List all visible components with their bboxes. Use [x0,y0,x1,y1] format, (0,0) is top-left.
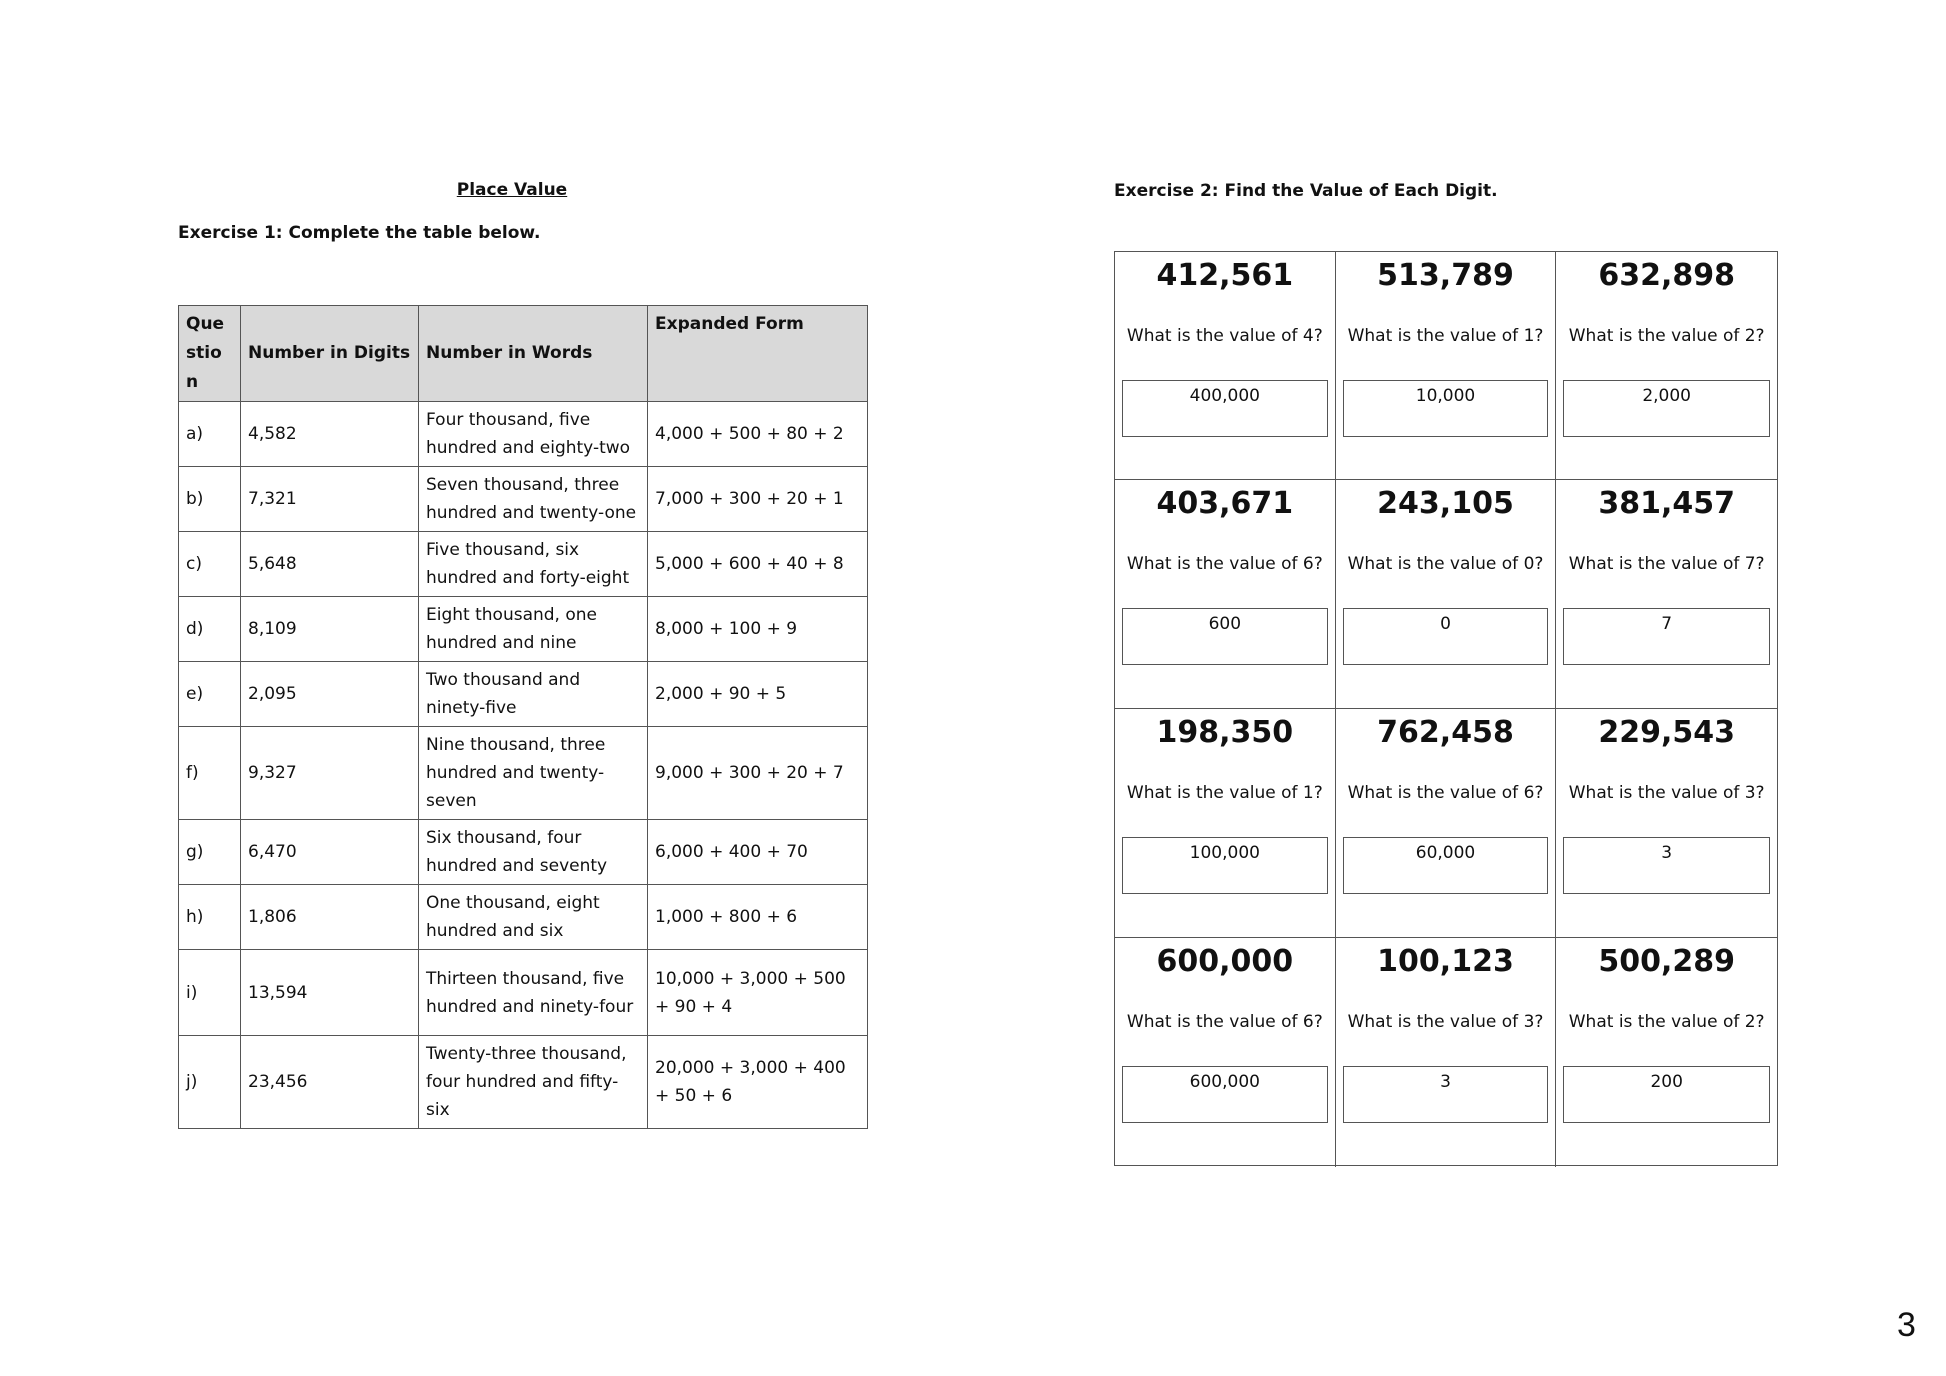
card-question: What is the value of 2? [1568,326,1765,346]
answer-box: 200 [1563,1066,1770,1123]
answer-box: 10,000 [1343,380,1549,437]
table-row [179,662,868,727]
words-cell: Seven thousand, three hundred and twenty-one [419,467,648,532]
card-question: What is the value of 1? [1126,783,1323,803]
answer-box: 60,000 [1343,837,1549,894]
table-row [179,727,868,820]
words-cell: Twenty-three thousand, four hundred and fifty-six [419,1036,648,1129]
table-row [179,820,868,885]
digit-card [1556,938,1777,1167]
words-cell: Four thousand, five hundred and eighty-two [419,402,648,467]
digit-card [1336,709,1557,938]
question-cell: i) [179,950,241,1036]
card-number: 100,123 [1377,944,1514,979]
card-question: What is the value of 4? [1126,326,1323,346]
exercise1-heading: Exercise 1: Complete the table below. [178,223,541,243]
answer-box: 600,000 [1122,1066,1328,1123]
exercise2-heading: Exercise 2: Find the Value of Each Digit. [1114,181,1498,201]
place-value-table [178,305,868,1129]
question-cell: d) [179,597,241,662]
card-question: What is the value of 3? [1347,1012,1544,1032]
answer-box: 600 [1122,608,1328,665]
expanded-cell: 9,000 + 300 + 20 + 7 [648,727,868,820]
words-cell: Two thousand and ninety-five [419,662,648,727]
column-header-digits: Number in Digits [241,306,419,402]
digits-cell: 4,582 [241,402,419,467]
card-question: What is the value of 1? [1347,326,1544,346]
question-cell: j) [179,1036,241,1129]
card-number: 412,561 [1156,258,1294,293]
card-question: What is the value of 6? [1126,1012,1323,1032]
answer-box: 400,000 [1122,380,1328,437]
table-header-row [179,306,868,402]
digit-card [1336,938,1557,1167]
column-header-question: Question [179,306,241,402]
card-number: 762,458 [1377,715,1514,750]
words-cell: Eight thousand, one hundred and nine [419,597,648,662]
digits-cell: 13,594 [241,950,419,1036]
digits-cell: 1,806 [241,885,419,950]
answer-box: 100,000 [1122,837,1328,894]
column-header-words: Number in Words [419,306,648,402]
card-number: 500,289 [1598,944,1735,979]
card-number: 381,457 [1598,486,1735,521]
card-number: 600,000 [1156,944,1294,979]
card-question: What is the value of 2? [1568,1012,1765,1032]
question-cell: g) [179,820,241,885]
expanded-cell: 1,000 + 800 + 6 [648,885,868,950]
words-cell: Six thousand, four hundred and seventy [419,820,648,885]
digits-cell: 6,470 [241,820,419,885]
expanded-cell: 20,000 + 3,000 + 400 + 50 + 6 [648,1036,868,1129]
expanded-cell: 5,000 + 600 + 40 + 8 [648,532,868,597]
digit-card [1556,480,1777,709]
digits-cell: 7,321 [241,467,419,532]
page-title: Place Value [456,180,568,200]
column-header-expanded: Expanded Form [648,306,868,402]
table-row [179,950,868,1036]
table-row [179,402,868,467]
table-row [179,1036,868,1129]
expanded-cell: 10,000 + 3,000 + 500 + 90 + 4 [648,950,868,1036]
answer-box: 2,000 [1563,380,1770,437]
card-question: What is the value of 6? [1126,554,1323,574]
question-cell: b) [179,467,241,532]
digit-card [1115,252,1336,480]
digits-cell: 5,648 [241,532,419,597]
page-number: 3 [1897,1306,1916,1344]
words-cell: Five thousand, six hundred and forty-eight [419,532,648,597]
card-question: What is the value of 3? [1568,783,1765,803]
answer-box: 3 [1343,1066,1549,1123]
table-row [179,467,868,532]
table-row [179,532,868,597]
card-number: 198,350 [1156,715,1294,750]
card-number: 403,671 [1156,486,1294,521]
digit-card [1336,252,1557,480]
digit-card [1556,252,1777,480]
answer-box: 0 [1343,608,1549,665]
expanded-cell: 8,000 + 100 + 9 [648,597,868,662]
expanded-cell: 6,000 + 400 + 70 [648,820,868,885]
digit-card [1115,480,1336,709]
expanded-cell: 2,000 + 90 + 5 [648,662,868,727]
answer-box: 7 [1563,608,1770,665]
card-number: 513,789 [1377,258,1514,293]
digit-card [1336,480,1557,709]
table-row [179,885,868,950]
answer-box: 3 [1563,837,1770,894]
digit-card [1115,938,1336,1167]
card-number: 229,543 [1598,715,1735,750]
question-cell: h) [179,885,241,950]
digit-card [1115,709,1336,938]
words-cell: One thousand, eight hundred and six [419,885,648,950]
digits-cell: 8,109 [241,597,419,662]
card-number: 632,898 [1598,258,1735,293]
digits-cell: 23,456 [241,1036,419,1129]
words-cell: Thirteen thousand, five hundred and ninety-four [419,950,648,1036]
words-cell: Nine thousand, three hundred and twenty-seven [419,727,648,820]
digit-card [1556,709,1777,938]
card-number: 243,105 [1377,486,1514,521]
question-cell: a) [179,402,241,467]
expanded-cell: 4,000 + 500 + 80 + 2 [648,402,868,467]
card-question: What is the value of 0? [1347,554,1544,574]
digits-cell: 2,095 [241,662,419,727]
question-cell: e) [179,662,241,727]
question-cell: c) [179,532,241,597]
table-row [179,597,868,662]
card-question: What is the value of 7? [1568,554,1765,574]
card-question: What is the value of 6? [1347,783,1544,803]
digits-cell: 9,327 [241,727,419,820]
digit-value-grid [1114,251,1778,1166]
expanded-cell: 7,000 + 300 + 20 + 1 [648,467,868,532]
question-cell: f) [179,727,241,820]
